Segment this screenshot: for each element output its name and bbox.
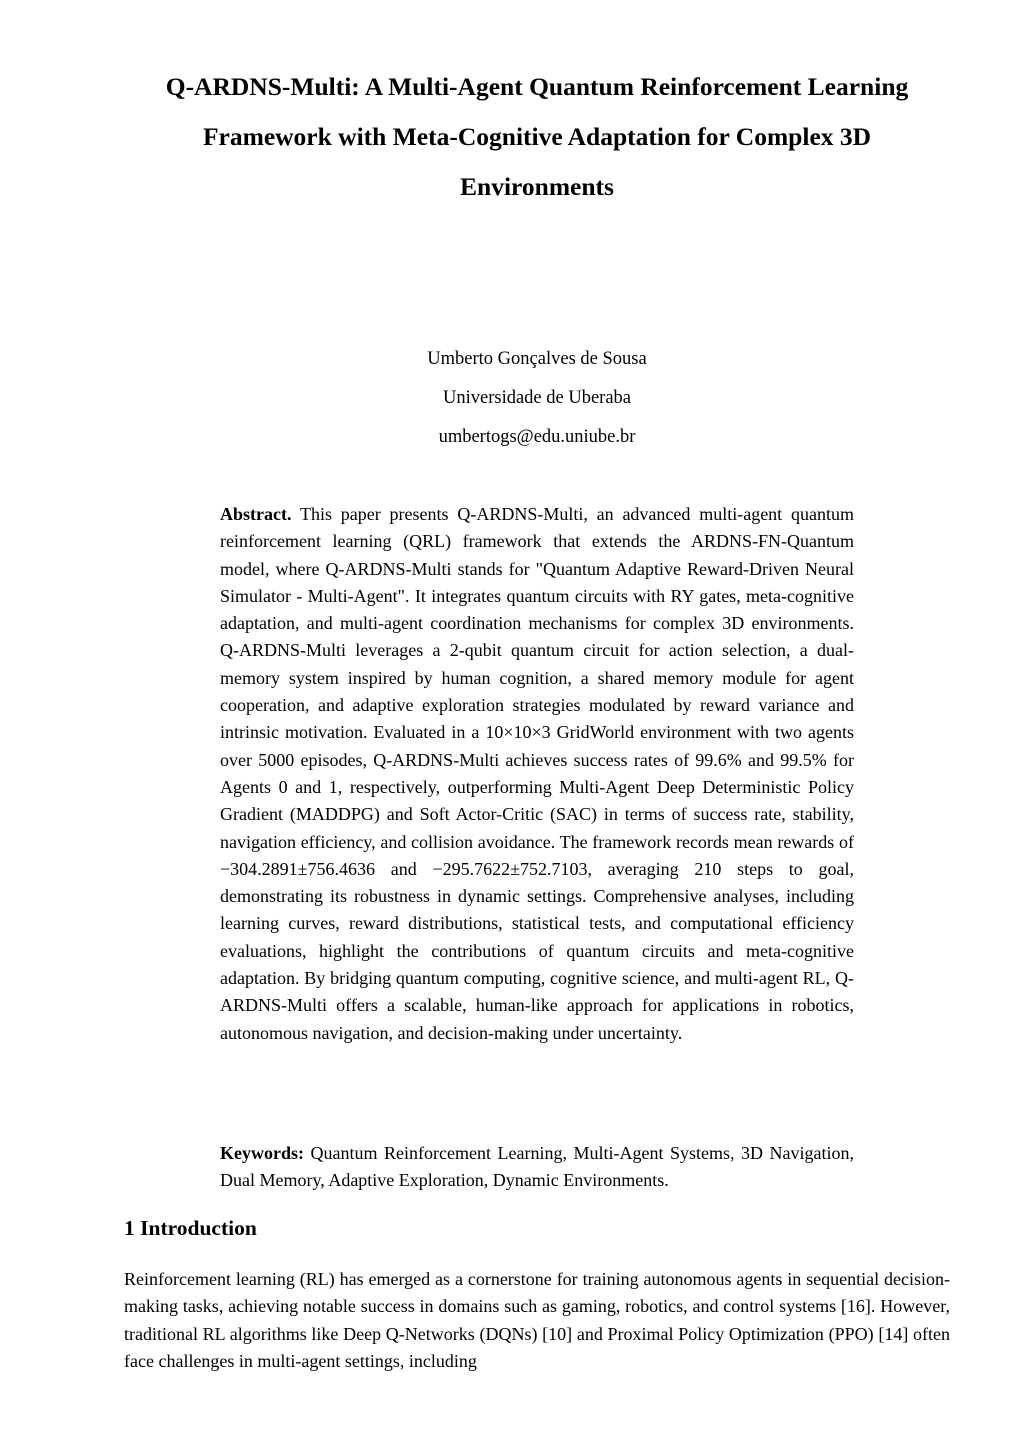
keywords bbox=[220, 1140, 854, 1195]
title-line: Q-ARDNS-Multi: A Multi-Agent Quantum Reinforcement Learning bbox=[165, 72, 909, 101]
title-line: Framework with Meta-Cognitive Adaptation for Complex 3D bbox=[202, 122, 872, 151]
introduction-paragraph: Reinforcement learning (RL) has emerged as a cornerstone for training autonomous agents in sequential decision-making tasks, achieving notable success in domains such as gaming, robotics, and control systems [16]. However, traditional RL algorithms like Deep Q-Networks (DQNs) [10] and Proximal Policy Optimization (PPO) [14] often face challenges in multi-agent settings, including bbox=[124, 1269, 950, 1371]
author-name: Umberto Gonçalves de Sousa bbox=[427, 349, 647, 369]
author-affiliation: Universidade de Uberaba bbox=[443, 388, 631, 408]
keywords-label: Keywords: bbox=[220, 1143, 304, 1163]
abstract-text: This paper presents Q-ARDNS-Multi, an advanced multi-agent quantum reinforcement learning (QRL) framework that extends the ARDNS-FN-Quantum model, where Q-ARDNS-Multi stands for "Quantum Adaptive Reward-Driven Neural Simulator - Multi-Agent". It integrates quantum circuits with RY gates, meta-cognitive adaptation, and multi-agent coordination mechanisms for complex 3D environments. Q-ARDNS-Multi leverages a 2-qubit quantum circuit for action selection, a dual-memory system inspired by human cognition, a shared memory module for agent cooperation, and adaptive exploration strategies modulated by reward variance and intrinsic motivation. Evaluated in a 10×10×3 GridWorld environment with two agents over 5000 episodes, Q-ARDNS-Multi achieves success rates of 99.6% and 99.5% for Agents 0 and 1, respectively, outperforming Multi-Agent Deep Deterministic Policy Gradient (MADDPG) and Soft Actor-Critic (SAC) in terms of success rate, stability, navigation efficiency, and collision avoidance. The framework records mean rewards of −304.2891±756.4636 and −295.7622±752.7103, averaging 210 steps to goal, demonstrating its robustness in dynamic settings. Comprehensive analyses, including learning curves, reward distributions, statistical tests, and computational efficiency evaluations, highlight the contributions of quantum circuits and meta-cognitive adaptation. By bridging quantum computing, cognitive science, and multi-agent RL, Q-ARDNS-Multi offers a scalable, human-like approach for applications in robotics, autonomous navigation, and decision-making under uncertainty. bbox=[220, 504, 854, 1043]
abstract-label: Abstract. bbox=[220, 504, 292, 524]
keywords-text: Quantum Reinforcement Learning, Multi-Agent Systems, 3D Navigation, Dual Memory, Adaptive Exploration, Dynamic Environments. bbox=[220, 1143, 854, 1191]
section-heading-introduction: 1 Introduction bbox=[124, 1216, 257, 1240]
author-block bbox=[312, 340, 762, 457]
paper-title bbox=[100, 62, 974, 212]
abstract bbox=[220, 501, 854, 1047]
title-line: Environments bbox=[460, 172, 614, 201]
author-email: umbertogs@edu.uniube.br bbox=[438, 427, 636, 447]
